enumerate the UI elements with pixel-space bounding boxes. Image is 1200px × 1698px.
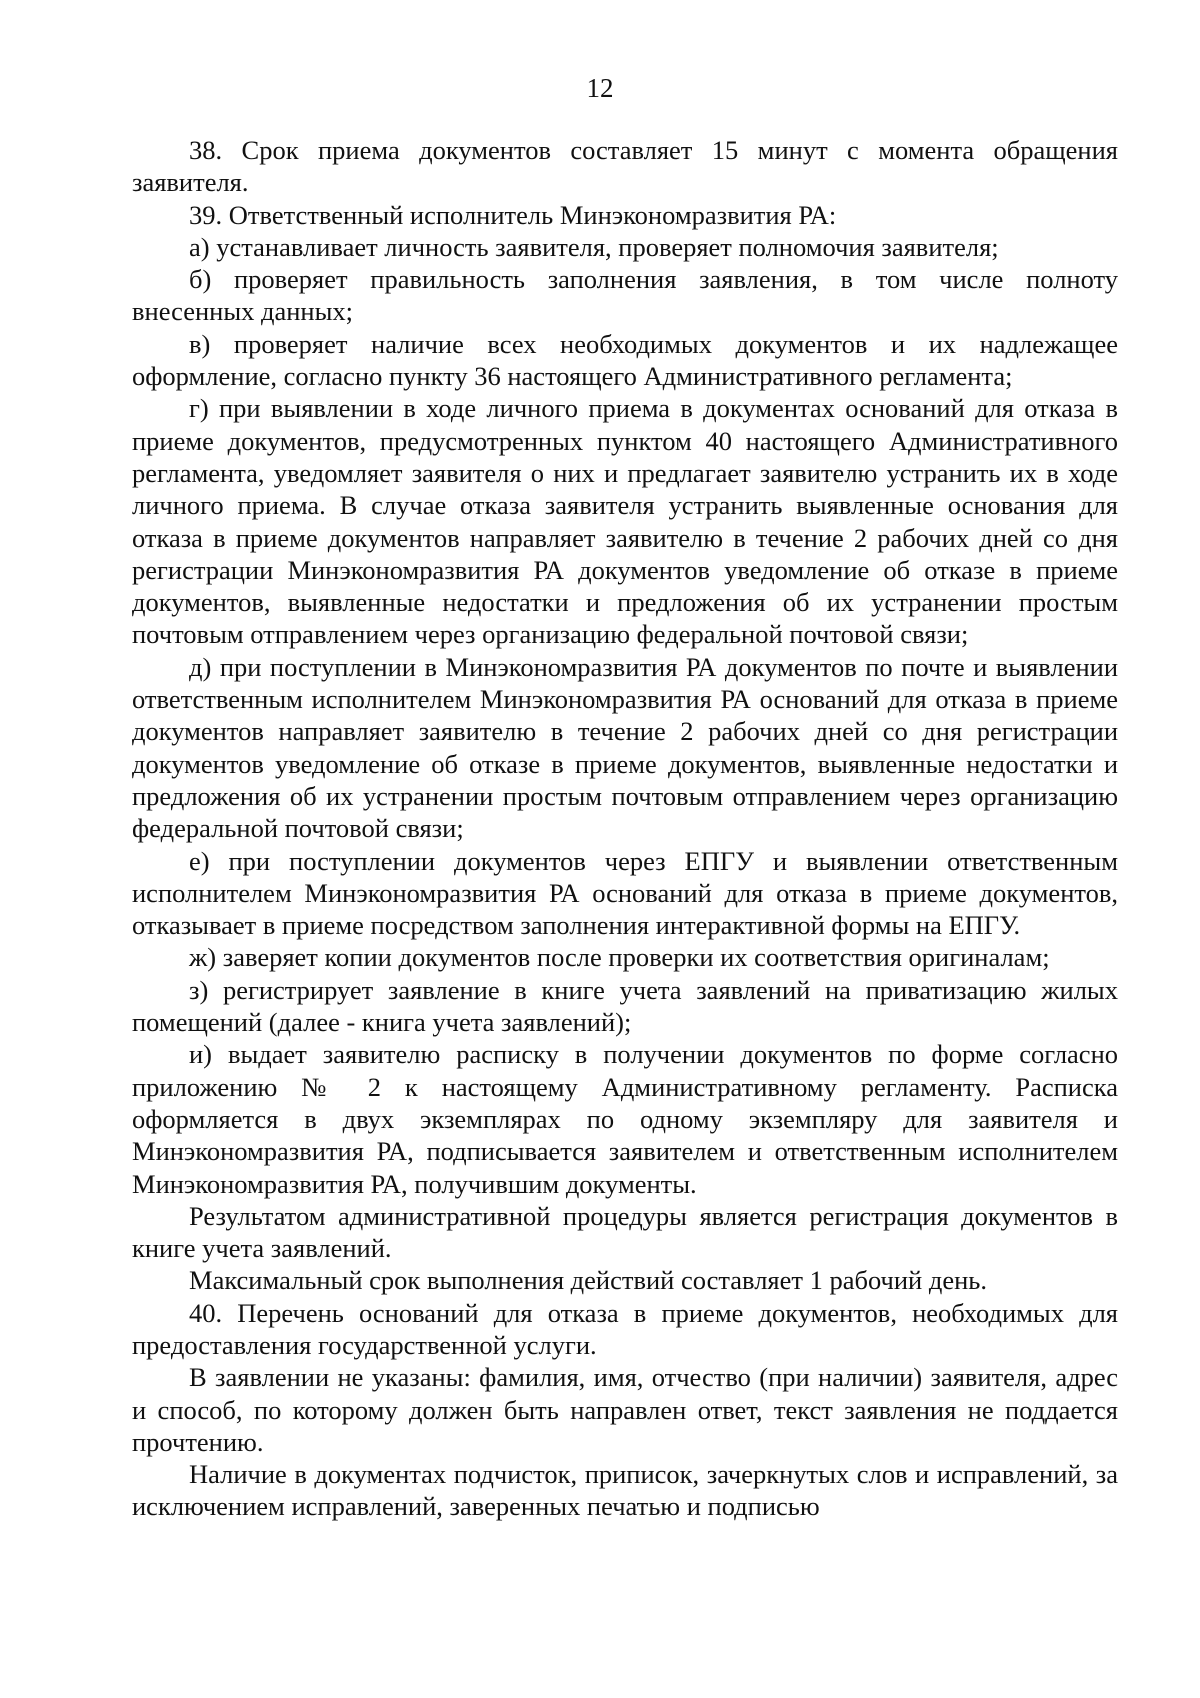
paragraph-38-intake-time: 38. Срок приема документов составляет 15 минут с момента обращения заявителя. [132,135,1118,198]
paragraph-39-e: е) при поступлении документов через ЕПГУ и выявлении ответственным исполнителем Минэкономразвития РА оснований для отказа в приеме документов, отказывает в приеме посредством заполнения интерактивной формы на ЕПГУ. [132,845,1118,941]
page-number: 12 [586,73,614,103]
paragraph-39-b: б) проверяет правильность заполнения заявления, в том числе полноту внесенных данных; [132,264,1118,327]
paragraph-40-heading: 40. Перечень оснований для отказа в приеме документов, необходимых для предоставления государственной услуги. [132,1297,1118,1360]
paragraph-39-zh: ж) заверяет копии документов после проверки их соответствия оригиналам; [189,942,1050,973]
paragraph-39-d: д) при поступлении в Минэкономразвития РА документов по почте и выявлении ответственным исполнителем Минэкономразвития РА оснований для отказа в приеме документов направляет заявителю в течение 2 рабочих дней со дня регистрации документов уведомление об отказе в приеме документов, выявленные недостатки и предложения об их устранении простым почтовым отправлением через организацию федеральной почтовой связи; [132,651,1118,844]
paragraph-40-corrections: Наличие в документах подчисток, приписок, зачеркнутых слов и исправлений, за исключением исправлений, заверенных печатью и подписью [132,1459,1118,1522]
paragraph-39-a: а) устанавливает личность заявителя, проверяет полномочия заявителя; [189,231,999,262]
paragraph-39-g: г) при выявлении в ходе личного приема в документах оснований для отказа в приеме документов, предусмотренных пунктом 40 настоящего Административного регламента, уведомляет заявителя о них и предлагает заявителю устранить их в ходе личного приема. В случае отказа заявителя устранить выявленные основания для отказа в приеме документов направляет заявителю в течение 2 рабочих дней со дня регистрации Минэкономразвития РА документов уведомление об отказе в приеме документов, выявленные недостатки и предложения об их устранении простым почтовым отправлением через организацию федеральной почтовой связи; [132,393,1118,650]
paragraph-39-v: в) проверяет наличие всех необходимых документов и их надлежащее оформление, согласно пункту 36 настоящего Административного регламента; [132,328,1118,392]
paragraph-39-z: з) регистрирует заявление в книге учета заявлений на приватизацию жилых помещений (далее - книга учета заявлений); [132,974,1118,1038]
paragraph-max-duration: Максимальный срок выполнения действий составляет 1 рабочий день. [189,1265,987,1296]
paragraph-39-heading: 39. Ответственный исполнитель Минэкономразвития РА: [189,199,837,230]
paragraph-procedure-result: Результатом административной процедуры является регистрация документов в книге учета заявлений. [132,1200,1118,1264]
paragraph-40-missing-fields: В заявлении не указаны: фамилия, имя, отчество (при наличии) заявителя, адрес и способ, по которому должен быть направлен ответ, текст заявления не поддается прочтению. [132,1362,1118,1457]
paragraph-39-i: и) выдает заявителю расписку в получении документов по форме согласно приложению № 2 к настоящему Административному регламенту. Расписка оформляется в двух экземплярах по одному экземпляру для заявителя и Минэкономразвития РА, подписывается заявителем и ответственным исполнителем Минэкономразвития РА, получившим документы. [132,1039,1118,1199]
document-body [132,134,1118,1523]
